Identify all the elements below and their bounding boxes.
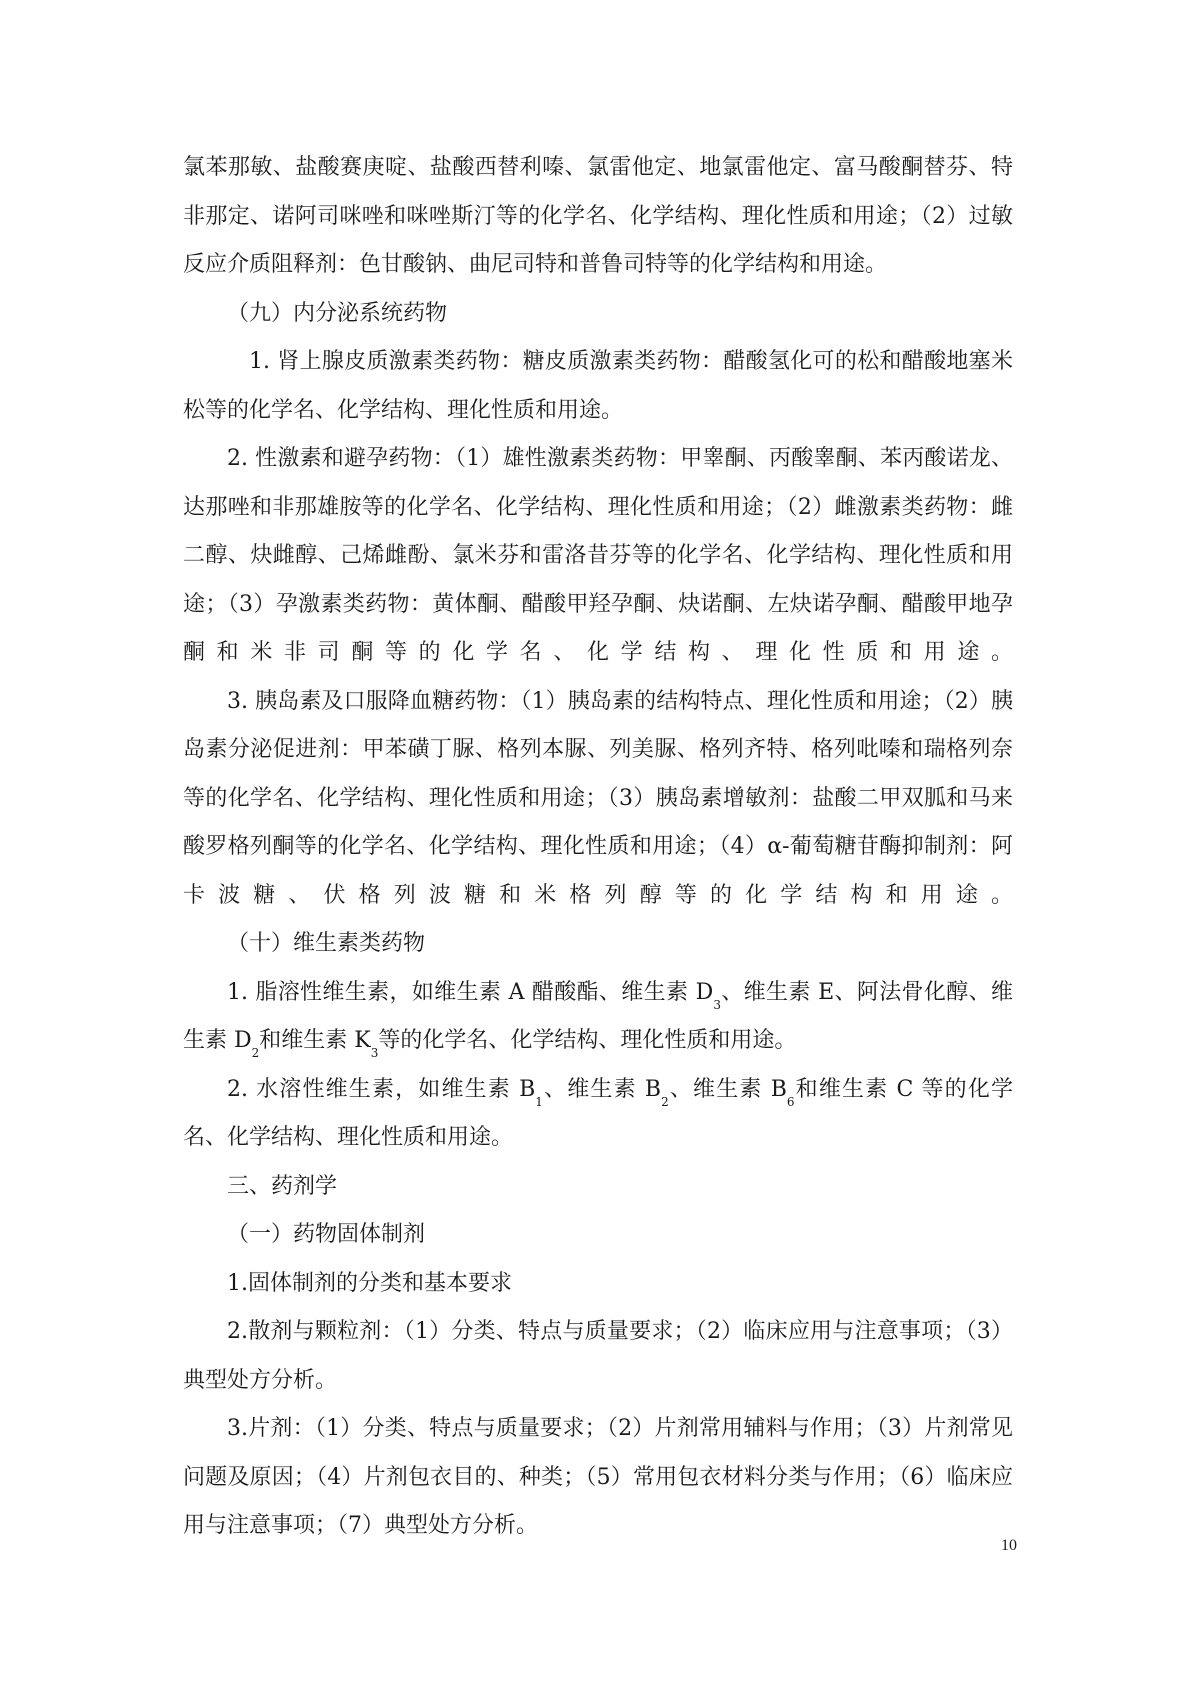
text-run: 和维生素 K xyxy=(259,1028,371,1053)
paragraph-solid-classification: 1.固体制剂的分类和基本要求 xyxy=(227,1270,512,1296)
subscript: 1 xyxy=(535,1094,543,1109)
text-run: 、维生素 E、阿法骨化醇、维生素 D xyxy=(183,979,1013,1053)
subscript: 6 xyxy=(786,1094,795,1109)
document-body xyxy=(183,144,1013,1551)
subscript: 3 xyxy=(713,997,721,1012)
text-run: 2. 水溶性维生素，如维生素 B xyxy=(227,1076,536,1102)
subscript: 3 xyxy=(370,1046,379,1060)
section-heading-pharmaceutics: 三、药剂学 xyxy=(227,1173,338,1199)
page-number: 10 xyxy=(1001,1537,1017,1554)
paragraph-tablets: 3.片剂：（1）分类、特点与质量要求；（2）片剂常用辅料与作用；（3）片剂常见问题及原因；（4）片剂包衣目的、种类；（5）常用包衣材料分类与作用；（6）临床应用与注意事项；（7）典型处方分析。 xyxy=(183,1416,1013,1538)
text-run: 等的化学名、化学结构、理化性质和用途。 xyxy=(378,1028,797,1053)
paragraph-sex-hormones: 2. 性激素和避孕药物：（1）雄性激素类药物：甲睾酮、丙酸睾酮、苯丙酸诺龙、达那唑和非那雄胺等的化学名、化学结构、理化性质和用途；（2）雌激素类药物：雌二醇、炔雌醇、己烯雌酚、氯米芬和雷洛昔芬等的化学名、化学结构、理化性质和用途；（3）孕激素类药物：黄体酮、醋酸甲羟孕酮、炔诺酮、左炔诺孕酮、醋酸甲地孕酮和米非司酮等的化学名、化学结构、理化性质和用途。 xyxy=(183,446,1013,665)
paragraph-water-soluble-vitamins xyxy=(183,1066,1013,1163)
section-heading-endocrine: （九）内分泌系统药物 xyxy=(227,300,448,326)
paragraph-antihistamines-continued: 氯苯那敏、盐酸赛庚啶、盐酸西替利嗪、氯雷他定、地氯雷他定、富马酸酮替芬、特非那定、诺阿司咪唑和咪唑斯汀等的化学名、化学结构、理化性质和用途；（2）过敏反应介质阻释剂：色甘酸钠、曲尼司特和普鲁司特等的化学结构和用途。 xyxy=(183,155,1013,277)
section-heading-vitamins: （十）维生素类药物 xyxy=(227,931,426,956)
text-run: 和维生素 C 等的化学名、化学结构、理化性质和用途。 xyxy=(183,1076,1013,1150)
text-run: 1. 脂溶性维生素，如维生素 A 醋酸酯、维生素 D xyxy=(227,979,714,1005)
text-run: 、维生素 B xyxy=(542,1076,662,1102)
text-run: 、维生素 B xyxy=(668,1076,787,1102)
paragraph-powders-granules: 2.散剂与颗粒剂：（1）分类、特点与质量要求；（2）临床应用与注意事项；（3）典型处方分析。 xyxy=(183,1319,1013,1393)
subscript: 2 xyxy=(251,1046,260,1060)
section-heading-solid-preparations: （一）药物固体制剂 xyxy=(227,1222,426,1247)
paragraph-corticosteroids: 1. 肾上腺皮质激素类药物：糖皮质激素类药物：醋酸氢化可的松和醋酸地塞米松等的化学名、化学结构、理化性质和用途。 xyxy=(183,349,1013,423)
subscript: 2 xyxy=(661,1094,669,1109)
paragraph-insulin-antidiabetics: 3. 胰岛素及口服降血糖药物：（1）胰岛素的结构特点、理化性质和用途；（2）胰岛素分泌促进剂：甲苯磺丁脲、格列本脲、列美脲、格列齐特、格列吡嗪和瑞格列奈等的化学名、化学结构、理化性质和用途；（3）胰岛素增敏剂：盐酸二甲双胍和马来酸罗格列酮等的化学名、化学结构、理化性质和用途；（4）α-葡萄糖苷酶抑制剂：阿卡波糖、伏格列波糖和米格列醇等的化学结构和用途。 xyxy=(183,688,1013,908)
paragraph-fat-soluble-vitamins xyxy=(183,969,1013,1066)
